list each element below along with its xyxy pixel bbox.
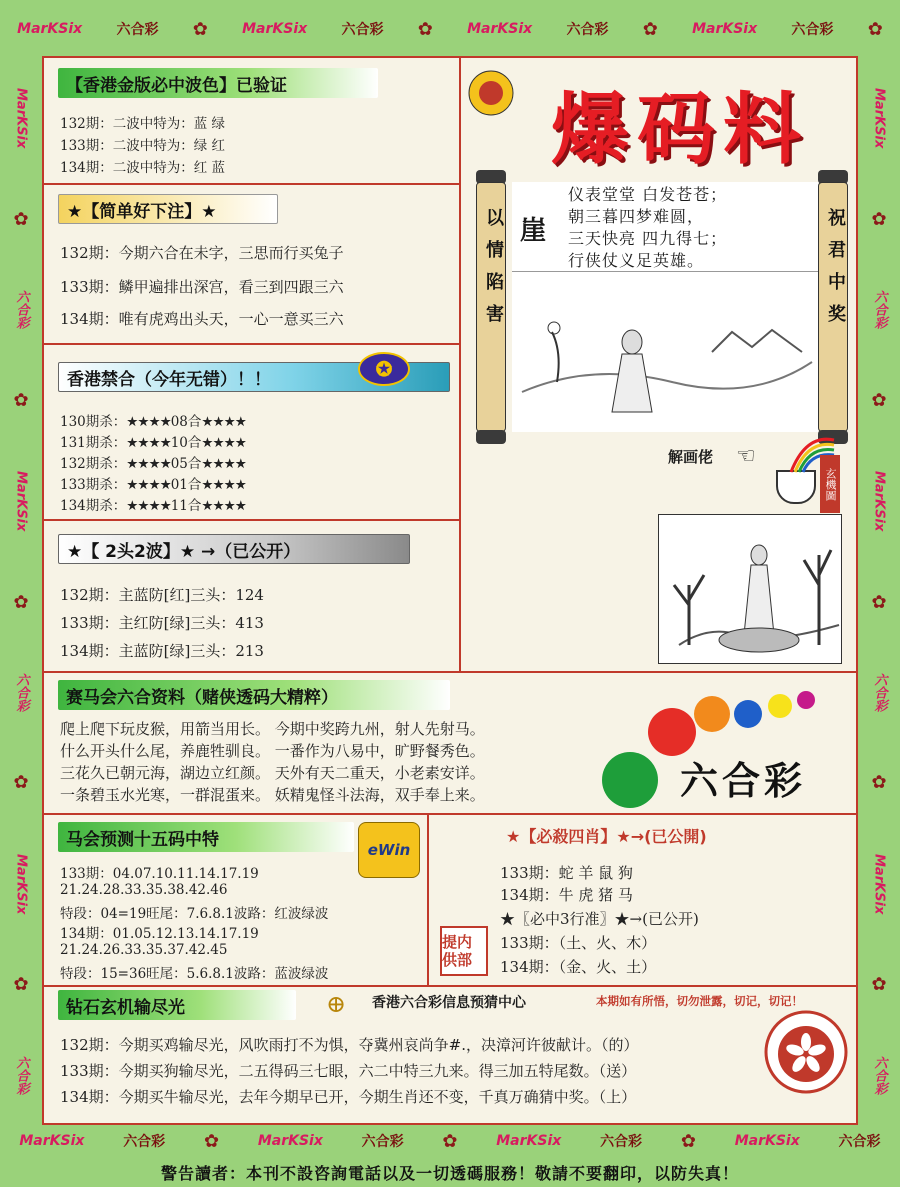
marksix-label: MarKSix bbox=[496, 1133, 562, 1149]
scroll-left-text: 以情陷害 bbox=[483, 208, 504, 336]
section-header: ★【简单好下注】★ bbox=[58, 194, 278, 224]
scene-illustration bbox=[658, 514, 842, 664]
flower-icon: ✿ bbox=[642, 18, 658, 40]
marksix-label: MarKSix bbox=[13, 470, 29, 532]
flower-icon: ✿ bbox=[203, 1130, 220, 1152]
liuhecai-label: 六合彩 bbox=[838, 1134, 881, 1150]
frame-right-strip bbox=[858, 58, 900, 1125]
section-header: ★【 2头2波】★ →（已公开） bbox=[58, 534, 410, 564]
flower-icon: ✿ bbox=[417, 18, 433, 40]
flower-icon: ✿ bbox=[13, 389, 29, 411]
list-item: 特段：15=36旺尾：5.6.8.1波路：蓝波绿波 bbox=[60, 966, 329, 982]
marksix-label: MarKSix bbox=[13, 88, 29, 149]
section-header: 钻石玄机输尽光 bbox=[58, 990, 296, 1020]
row-label: 131期杀： bbox=[60, 435, 127, 451]
list-item: 134期：唯有虎鸡出头天，一心一意买三六 bbox=[60, 310, 344, 328]
pointing-hand-icon: ☜ bbox=[736, 444, 756, 469]
row-label: 130期杀： bbox=[60, 414, 127, 430]
table-row bbox=[60, 410, 246, 430]
poem-box bbox=[512, 182, 818, 272]
list-item: 133期：（土、火、木） bbox=[500, 934, 657, 952]
scroll-right-text: 祝君中奖 bbox=[825, 208, 846, 336]
marksix-label: MarKSix bbox=[257, 1133, 323, 1149]
list-item: 132期：今期六合在未字，三思而行买兔子 bbox=[60, 244, 344, 262]
stars: ★★★★ bbox=[126, 456, 171, 472]
liuhecai-label: 六合彩 bbox=[13, 673, 29, 713]
list-item: 134期：（金、火、土） bbox=[500, 958, 657, 976]
flower-icon: ✿ bbox=[867, 18, 883, 40]
list-item: 132期：今期买鸡输尽光，风吹雨打不为惧，夺冀州哀尚争#.，决漳河许彼献计。（的） bbox=[60, 1036, 639, 1054]
list-item: 134期：主蓝防[绿]三头：213 bbox=[60, 642, 264, 660]
liuhecai-label: 六合彩 bbox=[361, 1134, 404, 1150]
table-row bbox=[60, 452, 246, 472]
liuhecai-label: 六合彩 bbox=[13, 290, 29, 330]
list-item: 什么开头什么尾，养鹿牲驯良。 一番作为八易中，旷野餐秀色。 bbox=[60, 742, 485, 760]
poem-line: 朝三暮四梦难圆， bbox=[568, 207, 705, 226]
liuhecai-label: 六合彩 bbox=[341, 22, 384, 38]
brand-word: 六合彩 bbox=[680, 759, 807, 803]
list-item: 133期：蛇 羊 鼠 狗 bbox=[500, 864, 633, 882]
poem-char: 崖 bbox=[520, 216, 547, 246]
marksix-label: MarKSix bbox=[467, 21, 533, 37]
liuhecai-label: 六合彩 bbox=[116, 22, 159, 38]
liuhecai-label: 六合彩 bbox=[13, 1055, 29, 1095]
mystery-chart-badge: 玄機圖 bbox=[820, 455, 840, 513]
frame-top-strip bbox=[0, 0, 900, 58]
sub-header: ★〖必中3行准〗★→(已公开) bbox=[500, 910, 699, 928]
list-item: 132期：二波中特为：蓝 绿 bbox=[60, 116, 226, 132]
stars: ★★★★ bbox=[201, 456, 246, 472]
section-header: 赛马会六合资料（赌侠透码大精粹） bbox=[58, 680, 450, 710]
liuhecai-label: 六合彩 bbox=[566, 22, 609, 38]
compass-icon: ⊕ bbox=[326, 990, 347, 1018]
section-header: 香港禁合（今年无错）！！ bbox=[58, 362, 450, 392]
liuhecai-label: 六合彩 bbox=[871, 290, 887, 330]
marksix-label: MarKSix bbox=[871, 88, 887, 149]
liuhecai-label: 六合彩 bbox=[600, 1134, 643, 1150]
flower-icon: ✿ bbox=[13, 591, 29, 613]
combo-value: 01合 bbox=[170, 477, 202, 493]
table-row bbox=[60, 473, 246, 493]
list-item: 21.24.26.33.35.37.42.45 bbox=[60, 942, 228, 958]
scroll-cap bbox=[476, 430, 506, 444]
stars: ★★★★ bbox=[126, 414, 171, 430]
flower-icon: ✿ bbox=[13, 974, 29, 996]
scroll-illustration bbox=[512, 272, 818, 432]
section-header: ★【必殺四肖】★→(已公開) bbox=[506, 827, 707, 846]
table-row bbox=[60, 494, 246, 514]
flower-icon: ✿ bbox=[871, 208, 887, 230]
liuhecai-label: 六合彩 bbox=[871, 1055, 887, 1095]
lottery-logo-icon bbox=[466, 68, 516, 118]
marksix-label: MarKSix bbox=[734, 1133, 800, 1149]
list-item: 一条碧玉水光寒，一群混蛋来。 妖精鬼怪斗法海，双手奉上来。 bbox=[60, 786, 485, 804]
marksix-label: MarKSix bbox=[871, 470, 887, 532]
row-label: 132期杀： bbox=[60, 456, 127, 472]
stars: ★★★★ bbox=[201, 477, 246, 493]
list-item: 特段：04=19旺尾：7.6.8.1波路：红波绿波 bbox=[60, 906, 329, 922]
flower-icon: ✿ bbox=[192, 18, 208, 40]
flower-icon: ✿ bbox=[680, 1130, 696, 1152]
poem-line: 仪表堂堂 白发苍苍； bbox=[568, 185, 728, 204]
marksix-label: MarKSix bbox=[871, 853, 887, 915]
marksix-label: MarKSix bbox=[13, 853, 29, 915]
warning-footer: 警告讀者：本刊不設咨詢電話以及一切透碼服務！敬請不要翻印，以防失真！ bbox=[0, 1157, 900, 1187]
list-item: 133期：主红防[绿]三头：413 bbox=[60, 614, 264, 632]
row-label: 133期杀： bbox=[60, 477, 127, 493]
list-item: 134期：二波中特为：红 蓝 bbox=[60, 160, 226, 176]
list-item: 爬上爬下玩皮猴，用箭当用长。 今期中奖跨九州，射人先射马。 bbox=[60, 720, 485, 738]
flower-icon: ✿ bbox=[442, 1130, 458, 1152]
list-item: 三花久已朝元海，湖边立红颜。 天外有天二重天，小老素安详。 bbox=[60, 764, 485, 782]
list-item: 133期：今期买狗输尽光，二五得码三七眼，六二中特三九来。得三加五特尾数。（送） bbox=[60, 1062, 637, 1080]
combo-value: 11合 bbox=[170, 498, 202, 514]
frame-left-strip bbox=[0, 58, 42, 1125]
list-item: 132期：主蓝防[红]三头：124 bbox=[60, 586, 264, 604]
combo-value: 05合 bbox=[170, 456, 202, 472]
poem-line: 三天快亮 四九得七； bbox=[568, 229, 728, 248]
list-item: 21.24.28.33.35.38.42.46 bbox=[60, 882, 228, 898]
list-item: 133期：二波中特为：绿 红 bbox=[60, 138, 226, 154]
flower-icon: ✿ bbox=[871, 974, 887, 996]
stars: ★★★★ bbox=[126, 435, 171, 451]
stars: ★★★★ bbox=[201, 498, 246, 514]
marksix-label: MarKSix bbox=[19, 1133, 85, 1149]
coin-logo-icon: ✪ bbox=[358, 352, 410, 386]
combo-value: 10合 bbox=[170, 435, 202, 451]
stars: ★★★★ bbox=[201, 435, 246, 451]
flower-icon: ✿ bbox=[871, 389, 887, 411]
bauhinia-seal-icon bbox=[764, 1010, 848, 1094]
flower-icon: ✿ bbox=[13, 772, 29, 794]
flower-icon: ✿ bbox=[13, 208, 29, 230]
list-item: 133期：04.07.10.11.14.17.19 bbox=[60, 866, 259, 882]
page-title: 爆码料 bbox=[550, 85, 809, 175]
pot-icon bbox=[776, 470, 816, 504]
list-item: 134期：01.05.12.13.14.17.19 bbox=[60, 926, 259, 942]
liuhecai-label: 六合彩 bbox=[791, 22, 834, 38]
center-note: 本期如有所悟，切勿泄露，切记，切记！ bbox=[596, 994, 803, 1008]
poem-line: 行侠仗义足英雄。 bbox=[568, 251, 705, 270]
section-header: 马会预测十五码中特 bbox=[58, 822, 354, 852]
interpreter-label: 解画佬 bbox=[668, 448, 714, 466]
flower-icon: ✿ bbox=[871, 591, 887, 613]
marksix-label: MarKSix bbox=[242, 21, 308, 37]
liuhecai-label: 六合彩 bbox=[123, 1134, 166, 1150]
marksix-label: MarKSix bbox=[692, 21, 758, 37]
liuhecai-label: 六合彩 bbox=[871, 673, 887, 713]
stars: ★★★★ bbox=[126, 477, 171, 493]
row-label: 134期杀： bbox=[60, 498, 127, 514]
stars: ★★★★ bbox=[201, 414, 246, 430]
list-item: 134期：牛 虎 猪 马 bbox=[500, 886, 633, 904]
ewin-badge: eWin bbox=[358, 822, 420, 878]
marksix-label: MarKSix bbox=[17, 21, 83, 37]
list-item: 134期：今期买牛输尽光，去年今期早已开，今期生肖还不变，千真万确猜中奖。（上） bbox=[60, 1088, 637, 1106]
flower-icon: ✿ bbox=[871, 772, 887, 794]
table-row bbox=[60, 431, 246, 451]
center-name: 香港六合彩信息预猜中心 bbox=[372, 995, 526, 1011]
list-item: 133期：鳞甲遍排出深宫，看三到四跟三六 bbox=[60, 278, 344, 296]
stars: ★★★★ bbox=[126, 498, 171, 514]
internal-badge: 提内供部 bbox=[440, 926, 488, 976]
frame-bottom-strip bbox=[0, 1125, 900, 1157]
section-header: 【香港金版必中波色】已验证 bbox=[58, 68, 378, 98]
combo-value: 08合 bbox=[170, 414, 202, 430]
